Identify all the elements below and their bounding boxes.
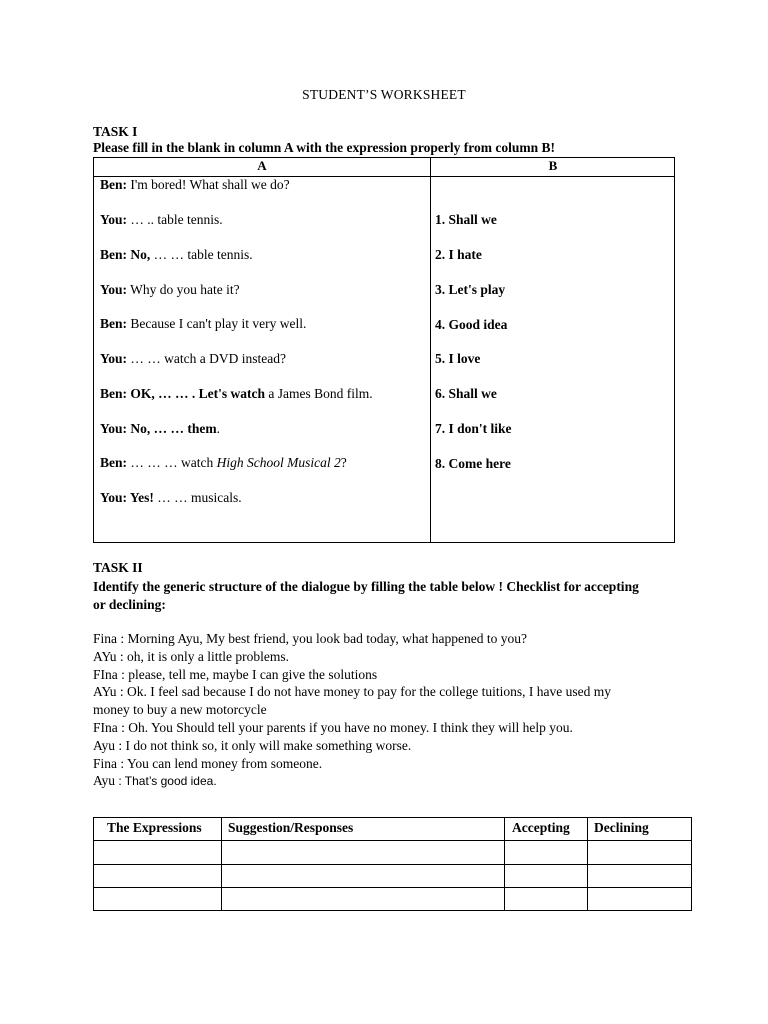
dialogue-line-9: Ben: … … … watch High School Musical 2? [100,455,347,470]
task2-dialogue-line-last: Ayu : That’s good idea. [93,773,217,788]
dialogue-line-7: Ben: OK, … … . Let's watch a James Bond film. [100,386,373,401]
option-8: 8. Come here [435,456,511,471]
task1-heading: TASK I [93,124,138,139]
header-accepting: Accepting [512,820,570,835]
option-2: 2. I hate [435,247,482,262]
task2-instruction-line2: or declining: [93,597,166,612]
task2-dialogue-line: Fina : Morning Ayu, My best friend, you look bad today, what happened to you? [93,631,527,646]
dialogue-line-1: Ben: I'm bored! What shall we do? [100,177,290,192]
dialogue-line-10: You: Yes! … … musicals. [100,490,242,505]
dialogue-line-4: You: Why do you hate it? [100,282,240,297]
task2-dialogue-line: money to buy a new motorcycle [93,702,267,717]
option-1: 1. Shall we [435,212,497,227]
task2-dialogue-line: AYu : oh, it is only a little problems. [93,649,290,664]
task2-dialogue-line: FIna : Oh. You Should tell your parents if you have no money. I think they will help you. [93,720,573,735]
expressions-table [93,817,692,911]
header-suggestion-responses: Suggestion/Responses [228,820,354,835]
dialogue-line-2: You: … .. table tennis. [100,212,223,227]
column-b-header: B [548,158,558,173]
option-7: 7. I don't like [435,421,512,436]
task2-dialogue-line: AYu : Ok. I feel sad because I do not have money to pay for the college tuitions, I have used my [93,684,611,699]
task2-dialogue-line: Ayu : I do not think so, it only will make something worse. [93,738,412,753]
header-declining: Declining [594,820,649,835]
header-expressions: The Expressions [107,820,202,835]
task1-instruction: Please fill in the blank in column A with the expression properly from column B! [93,140,556,155]
option-6: 6. Shall we [435,386,497,401]
dialogue-line-3: Ben: No, … … table tennis. [100,247,253,262]
task2-dialogue-line: Fina : You can lend money from someone. [93,756,323,771]
option-5: 5. I love [435,351,481,366]
option-4: 4. Good idea [435,317,508,332]
dialogue-line-8: You: No, … … them. [100,421,220,436]
dialogue-line-5: Ben: Because I can't play it very well. [100,316,307,331]
dialogue-line-6: You: … … watch a DVD instead? [100,351,286,366]
task2-dialogue-line: FIna : please, tell me, maybe I can give the solutions [93,667,378,682]
task2-instruction-line1: Identify the generic structure of the dialogue by filling the table below ! Checklist for accepting [93,579,639,594]
worksheet-title: STUDENT’S WORKSHEET [302,87,466,102]
task2-heading: TASK II [93,560,143,575]
option-3: 3. Let's play [435,282,506,297]
column-a-header: A [257,158,267,173]
